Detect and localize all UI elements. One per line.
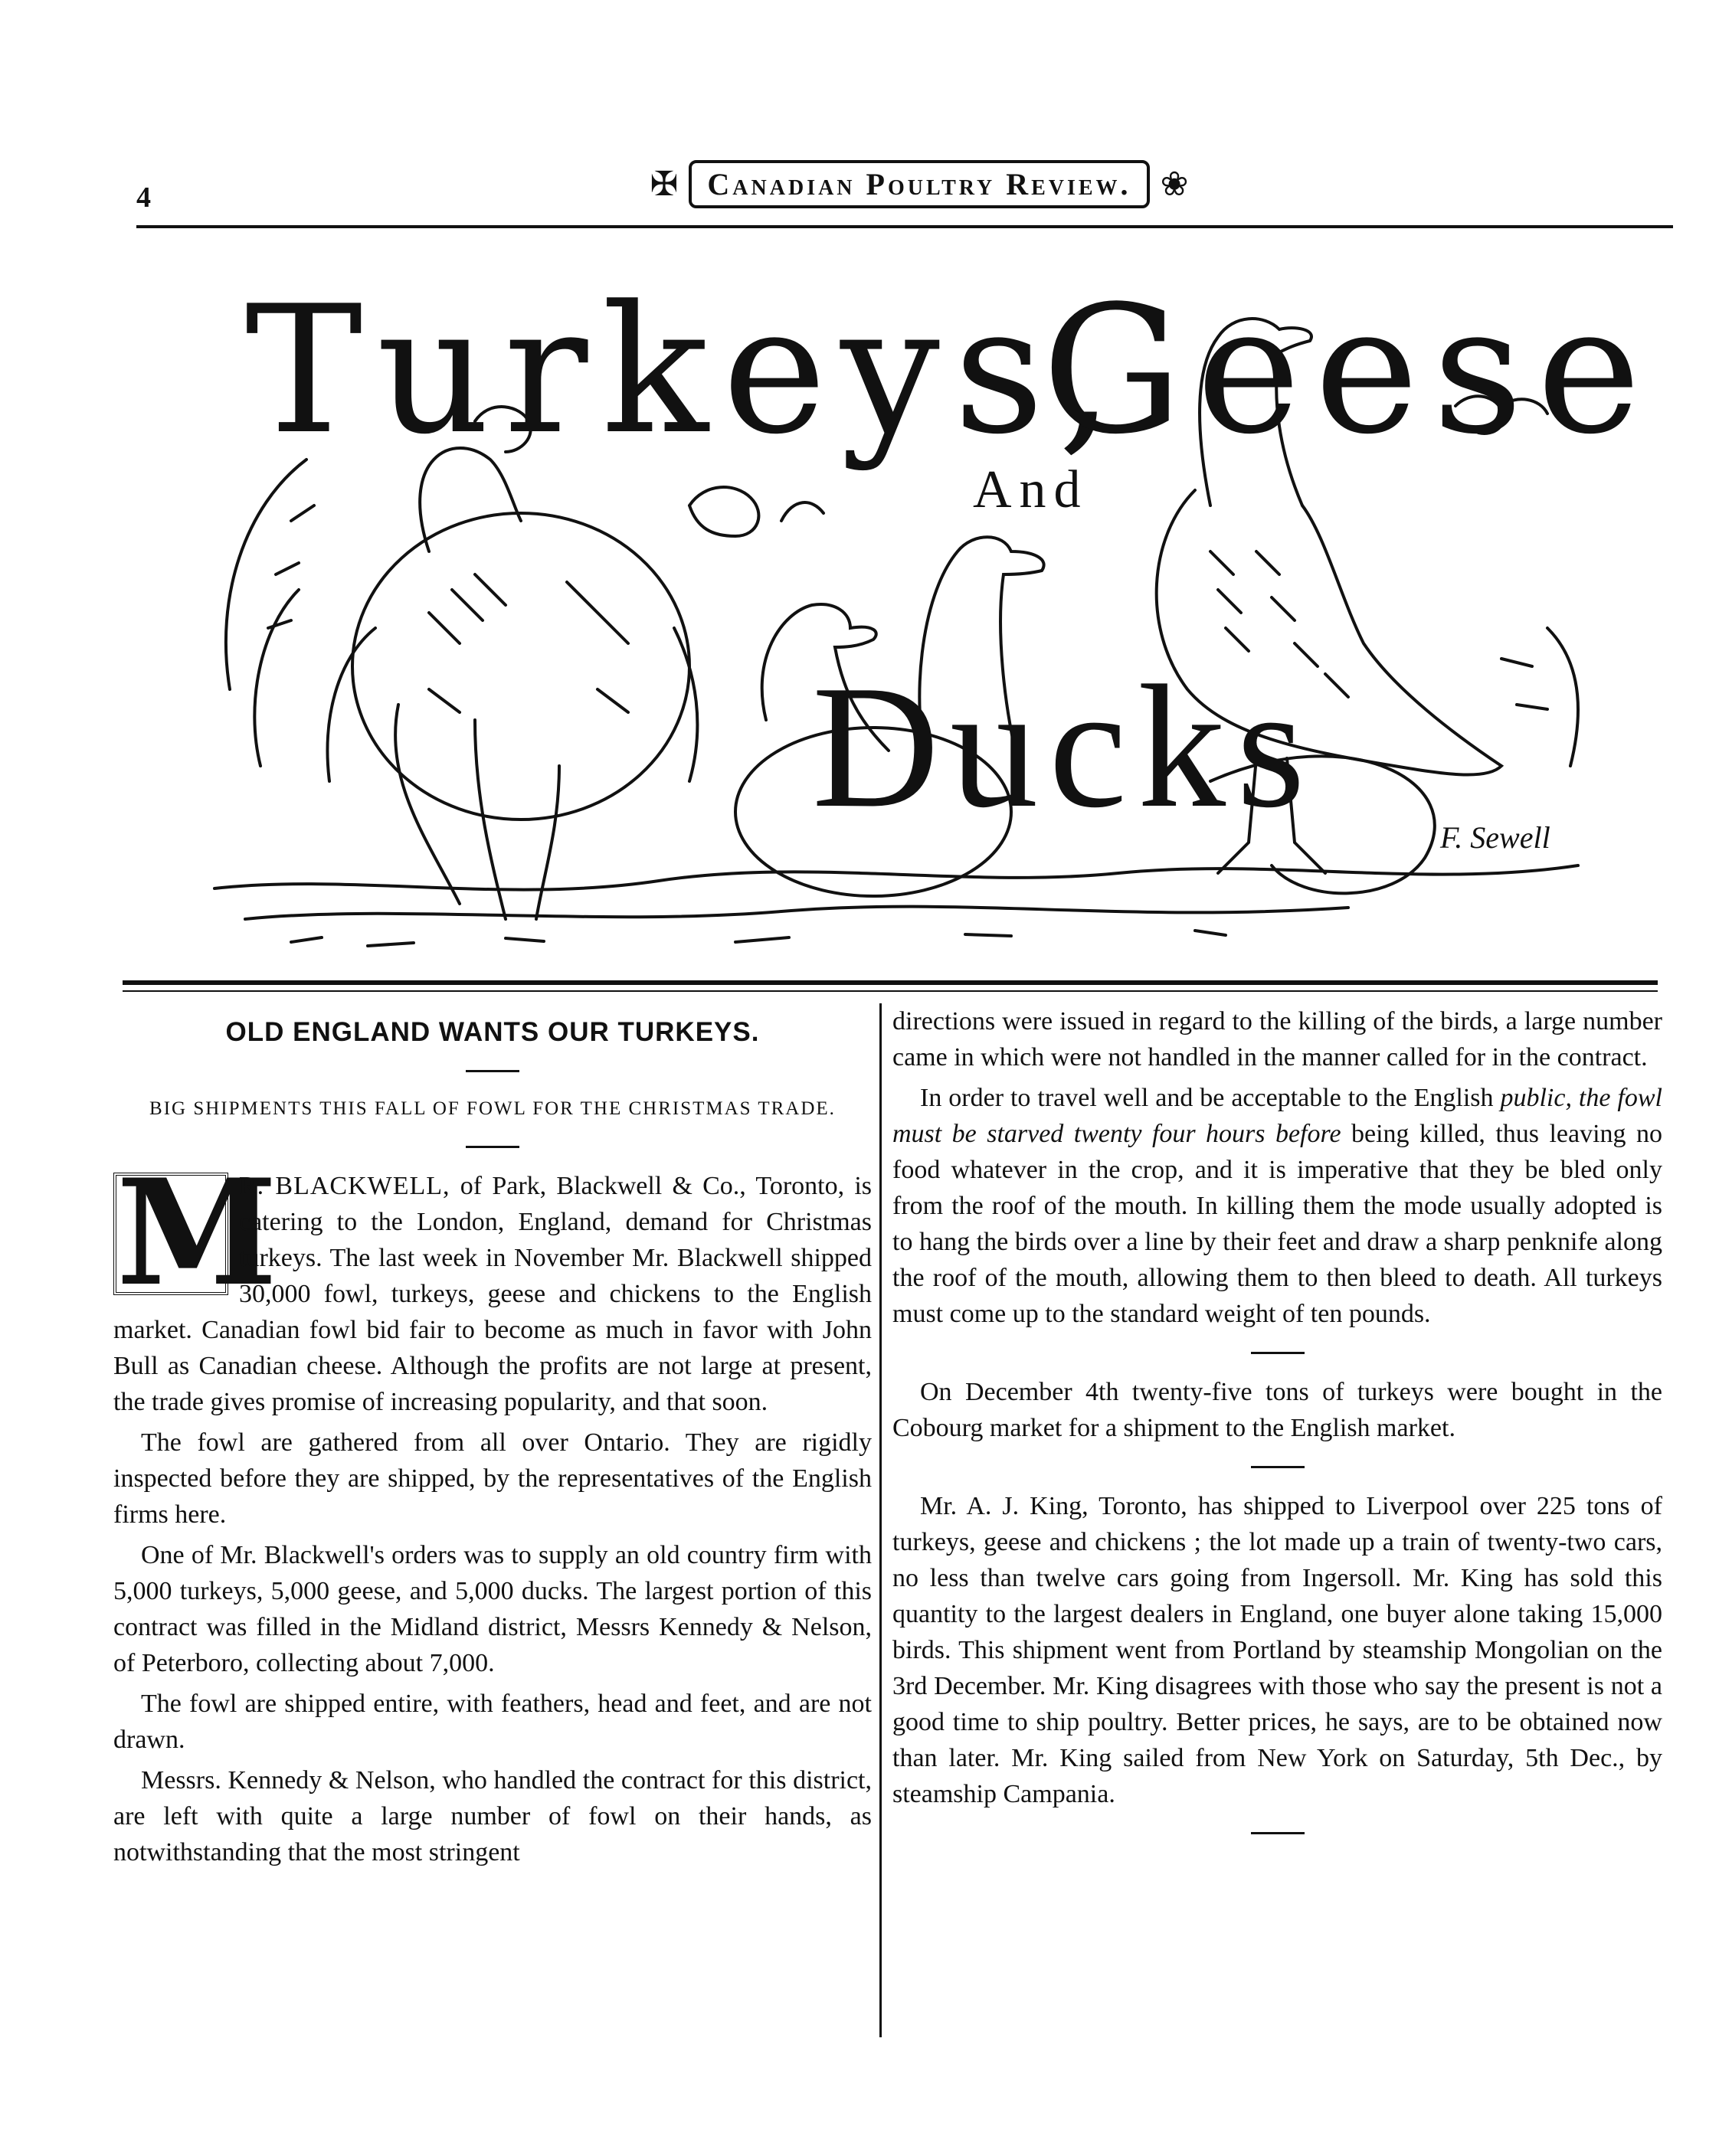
page-number: 4 xyxy=(136,182,151,214)
column-divider xyxy=(879,1003,882,2037)
left-column xyxy=(113,1003,872,1875)
article-headline: OLD ENGLAND WANTS OUR TURKEYS. xyxy=(225,1017,760,1047)
section-rule-thick xyxy=(123,980,1658,985)
cobourg-item: On December 4th twenty-five tons of turkeys were bought in the Cobourg market for a shipment to the English market. xyxy=(892,1378,1662,1442)
right-ornament-icon: ❀ xyxy=(1160,165,1189,203)
paragraph-2: The fowl are gathered from all over Ontario. They are rigidly inspected before they are shipped, by the representatives of the English firms here. xyxy=(113,1428,872,1529)
section-dash-2 xyxy=(1251,1466,1305,1468)
header-rule xyxy=(136,225,1673,228)
paragraph-5: Messrs. Kennedy & Nelson, who handled the contract for this district, are left with quite a large number of fowl on their hands, as notwithstanding that the most stringent xyxy=(113,1766,872,1866)
paragraph-6-text-b: being killed, thus leaving no food whatever in the crop, and it is imperative that they be bled only from the roof of the mouth. In killing them the mode usually adopted is to hang the birds over a line by their feet and draw a sharp penknife along the roof of the mouth, allowing them to then bleed to death. All turkeys must come up to the standard weight of ten pounds. xyxy=(892,1120,1662,1328)
paragraph-5-continued: directions were issued in regard to the killing of the birds, a large number came in which were not handled in the manner called for in the contract. xyxy=(892,1007,1662,1071)
headline-dash xyxy=(466,1070,519,1072)
title-and: And xyxy=(973,460,1089,519)
right-column xyxy=(892,1003,1662,1854)
drop-cap: M xyxy=(113,1173,228,1295)
paragraph-3: One of Mr. Blackwell's orders was to supply an old country firm with 5,000 turkeys, 5,000 geese, and 5,000 ducks. The largest portion of this contract was filled in the Midland district, Messrs Kennedy & Nelson, of Peterboro, collecting about 7,000. xyxy=(113,1541,872,1677)
section-dash-3 xyxy=(1251,1832,1305,1834)
illustration-title xyxy=(245,269,1655,473)
king-item: Mr. A. J. King, Toronto, has shipped to Liverpool over 225 tons of turkeys, geese and chickens ; the lot made up a train of twenty-two cars, no less than twelve cars going from Ingersoll. Mr. King has sold this quantity to the largest dealers in England, one buyer alone taking 15,000 birds. This shipment went from Portland by steamship Mongolian on the 3rd December. Mr. King disagrees with those who say the present is not a good time to ship poultry. Better prices, he says, are to be obtained now than later. Mr. King sailed from New York on Saturday, 5th Dec., by steamship Campania. xyxy=(892,1492,1662,1808)
paragraph-4: The fowl are shipped entire, with feathers, head and feet, and are not drawn. xyxy=(113,1690,872,1754)
title-geese: Geese xyxy=(1042,269,1655,473)
paragraph-1-text: of Park, Blackwell & Co., Toronto, is catering to the London, England, demand for Christmas turkeys. The last week in November Mr. Blackwell shipped 30,000 fowl, turkeys, geese and chickens to the English market. Canadian fowl bid fair to become as much in favor with John Bull as Canadian cheese. Although the profits are not large at present, the trade gives promise of increasing popularity, and that soon. xyxy=(113,1172,872,1416)
section-dash-1 xyxy=(1251,1352,1305,1354)
masthead-title: Canadian Poultry Review. xyxy=(689,160,1149,208)
article-subhead: BIG SHIPMENTS THIS FALL OF FOWL FOR THE CHRISTMAS TRADE. xyxy=(149,1098,836,1119)
left-ornament-icon: ✠ xyxy=(650,165,679,203)
paragraph-6-italic: public, the fowl must be starved twenty four hours before xyxy=(892,1084,1662,1148)
artist-signature: F. Sewell xyxy=(1440,820,1550,855)
paragraph-6 xyxy=(892,1080,1662,1332)
masthead xyxy=(628,157,1210,211)
paragraph-1-lead: R. BLACKWELL, xyxy=(239,1172,450,1200)
paragraph-6-text-a: In order to travel well and be acceptable to the English xyxy=(920,1084,1501,1112)
section-rule-thin xyxy=(123,990,1658,992)
paragraph-1 xyxy=(113,1147,872,1420)
title-ducks: Ducks xyxy=(812,649,1316,844)
subhead-dash xyxy=(466,1146,519,1148)
title-turkeys: Turkeys, xyxy=(245,269,1128,473)
